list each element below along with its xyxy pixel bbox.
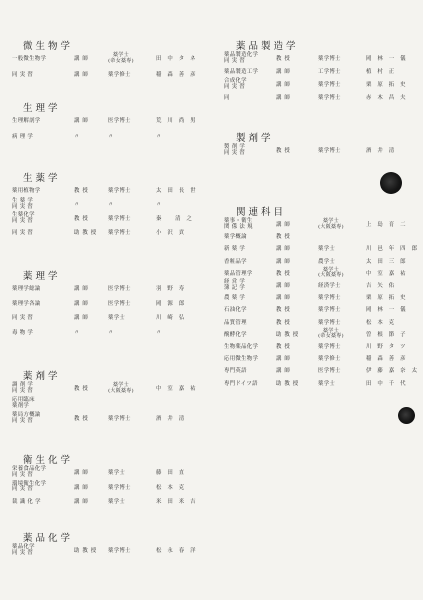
faculty-rank: 教授 [276, 56, 293, 62]
faculty-row [12, 116, 202, 128]
faculty-row [222, 232, 412, 244]
faculty-row [12, 70, 202, 82]
section-heading: 薬理学 [23, 271, 61, 282]
faculty-row [222, 318, 412, 330]
faculty-row [12, 480, 202, 495]
course-name: 品質管理 [224, 319, 247, 326]
course-name: 薬品化学 同 実 習 [12, 544, 35, 556]
academic-degree: 薬学博士 [318, 56, 341, 62]
binding-hole-upper [380, 172, 402, 194]
faculty-row [222, 93, 412, 105]
academic-degree: 薬学士 [108, 315, 126, 321]
course-name: 同 実 習 [12, 230, 34, 236]
course-name: 薬品管理学 [224, 270, 253, 277]
binding-hole-lower [398, 407, 415, 424]
faculty-name: 荒川尚男 [156, 118, 202, 124]
academic-degree: 経済学士 [318, 283, 341, 289]
faculty-name: 中室嘉祐 [366, 270, 412, 277]
academic-degree: 薬学修士 [108, 71, 131, 78]
faculty-name: 酒井清 [366, 148, 401, 154]
faculty-row [12, 414, 202, 426]
section-heading: 衛生化学 [23, 455, 74, 466]
faculty-row [12, 468, 202, 480]
faculty-name: 伊藤嘉奈太 [366, 368, 423, 375]
academic-degree: 薬学士 [318, 380, 336, 387]
faculty-name: 藤田直 [156, 470, 191, 476]
faculty-rank: 助教授 [276, 331, 302, 338]
faculty-rank: 講師 [276, 95, 293, 101]
faculty-row [222, 266, 412, 281]
academic-degree: 薬学士 [318, 246, 336, 253]
academic-degree: 〃 [108, 133, 114, 140]
faculty-name: 羽野寿 [156, 286, 191, 292]
academic-degree: 薬学博士 [318, 295, 341, 302]
faculty-rank: 講師 [74, 484, 91, 491]
academic-degree: 〃 [108, 329, 114, 336]
course-name: 栄養食品化学 同 実 習 [12, 466, 47, 478]
faculty-name: 秦 清之 [156, 216, 198, 222]
faculty-row [12, 54, 202, 66]
faculty-row [222, 366, 423, 378]
course-name: 新 薬 学 [224, 246, 246, 253]
faculty-rank: 〃 [74, 133, 83, 140]
academic-degree: 薬学博士 [318, 319, 341, 326]
section-heading: 生理学 [23, 103, 61, 114]
course-name: 薬理学各論 [12, 300, 41, 307]
course-name: 醗酵化学 [224, 331, 247, 338]
course-name: 裁 識 化 学 [12, 499, 41, 505]
section-heading: 関連科目 [236, 207, 287, 218]
academic-degree: 薬学博士 [108, 216, 131, 222]
faculty-rank: 講師 [276, 222, 293, 228]
academic-degree: 医学博士 [108, 300, 131, 307]
faculty-row [12, 214, 202, 226]
faculty-row [12, 384, 202, 396]
course-name: 毒 物 学 [12, 329, 34, 336]
faculty-row [222, 379, 412, 391]
academic-degree: 薬学博士 [108, 548, 131, 554]
academic-degree: 薬学博士 [318, 307, 341, 314]
faculty-rank: 講師 [276, 295, 293, 302]
faculty-row [12, 299, 202, 311]
faculty-name: 吉矢佑 [366, 283, 401, 289]
faculty-row [12, 399, 202, 411]
academic-degree: 農学士 [318, 258, 336, 265]
course-name: 生理解剖学 [12, 118, 41, 124]
course-name: 生物薬品化学 [224, 344, 259, 350]
faculty-rank: 教授 [74, 386, 91, 392]
faculty-rank: 講師 [276, 283, 293, 289]
faculty-rank: 講師 [276, 356, 293, 363]
faculty-rank: 助教授 [74, 548, 100, 554]
faculty-name: 松永春洋 [156, 548, 202, 554]
section-heading: 薬剤学 [23, 371, 61, 382]
course-name: 応用微生物学 [224, 356, 259, 363]
faculty-name: 田中タネ [156, 56, 202, 62]
academic-degree: 薬学博士 [108, 416, 131, 422]
faculty-rank: 助教授 [276, 380, 302, 387]
course-name: 同 [224, 95, 230, 101]
faculty-rank: 教授 [74, 216, 91, 222]
course-name: 専門ドイツ語 [224, 380, 258, 387]
faculty-row [222, 54, 412, 66]
section-heading: 生薬学 [23, 173, 61, 184]
faculty-name: 松本克 [156, 484, 191, 491]
faculty-row [12, 328, 202, 340]
course-name: 薬品製造工学 [224, 69, 259, 75]
faculty-row [12, 546, 202, 558]
academic-degree: 薬学士 (帝女薬専) [108, 52, 134, 64]
academic-degree: 薬学博士 [108, 188, 131, 194]
course-name: 合成化学 同 実 習 [224, 78, 247, 90]
faculty-name: 岡林一儀 [366, 307, 412, 314]
faculty-name: 酒井清 [156, 416, 191, 422]
course-name: 薬局方概論 同 実 習 [12, 412, 41, 424]
faculty-rank: 教授 [276, 307, 293, 314]
faculty-row [222, 257, 412, 269]
faculty-rank: 教授 [74, 188, 91, 194]
academic-degree: 薬学博士 [318, 344, 341, 350]
faculty-row [222, 305, 412, 317]
faculty-row [222, 220, 412, 232]
faculty-name: 米田米吉 [156, 499, 202, 505]
faculty-row [12, 284, 202, 296]
faculty-row [12, 497, 202, 509]
faculty-row [12, 132, 202, 144]
academic-degree: 薬学士 (帝女薬専) [318, 327, 344, 340]
faculty-rank: 講師 [74, 300, 91, 307]
academic-degree: 薬学士 (大阪薬専) [318, 218, 344, 230]
faculty-name: 植村正 [366, 69, 401, 75]
course-name: 環境衛生化学 同 実 習 [12, 480, 47, 493]
faculty-rank: 講師 [276, 69, 293, 75]
faculty-name: 稲森善彦 [366, 356, 412, 363]
section-heading: 薬品製造学 [236, 41, 299, 52]
faculty-rank: 教授 [276, 270, 293, 277]
faculty-name: 稲森善彦 [156, 71, 202, 78]
faculty-name: 川野タツ [366, 344, 412, 350]
course-name: 製 剤 学 同 実 習 [224, 144, 246, 156]
academic-degree: 医学博士 [108, 118, 131, 124]
faculty-rank: 講師 [276, 82, 293, 88]
faculty-row [222, 146, 412, 158]
course-name: 薬学概論 [224, 234, 247, 241]
faculty-name: 岡林一儀 [366, 56, 412, 62]
course-name: 石油化学 [224, 307, 247, 314]
faculty-name: 〃 [156, 202, 168, 208]
course-name: 専門英語 [224, 368, 247, 375]
faculty-rank: 講師 [74, 315, 91, 321]
faculty-name: 赤木昌夫 [366, 95, 412, 101]
faculty-rank: 講師 [74, 56, 91, 62]
course-name: 薬用植物学 [12, 188, 41, 194]
academic-degree: 薬学士 (大阪薬専) [108, 382, 134, 394]
faculty-row [222, 281, 412, 293]
academic-degree: 医学博士 [318, 368, 341, 375]
academic-degree: 薬学士 (大阪薬専) [318, 266, 344, 279]
faculty-rank: 教授 [276, 234, 293, 241]
faculty-rank: 講師 [74, 499, 91, 505]
faculty-rank: 講師 [276, 258, 293, 265]
section-heading: 製剤学 [236, 133, 274, 144]
faculty-rank: 教授 [74, 416, 91, 422]
section-heading: 薬品化学 [23, 533, 74, 544]
faculty-row [12, 186, 202, 198]
course-name: 同 実 習 [12, 315, 34, 321]
faculty-name: 太田長世 [156, 188, 202, 194]
faculty-rank: 講師 [74, 118, 91, 124]
faculty-row [222, 80, 412, 92]
faculty-rank: 講師 [74, 286, 91, 292]
course-name: 調 剤 学 同 実 習 [12, 382, 34, 394]
academic-degree: 薬学博士 [108, 484, 131, 491]
faculty-row [222, 342, 412, 354]
course-name: 農 薬 学 [224, 295, 246, 302]
course-name: 生 薬 学 同 実 習 [12, 198, 34, 210]
course-name: 薬事・衛生 関 係 法 規 [224, 218, 253, 230]
faculty-name: 川崎弘 [156, 315, 191, 321]
academic-degree: 薬学博士 [318, 95, 341, 101]
course-name: 応用臨床 薬剤学 [12, 397, 35, 409]
section-heading: 微生物学 [23, 41, 74, 52]
faculty-name: 栗原拓史 [366, 295, 412, 302]
academic-degree: 薬学博士 [318, 148, 341, 154]
academic-degree: 薬学博士 [318, 82, 341, 88]
faculty-name: 田中千代 [366, 380, 412, 387]
course-name: 薬品製造化学 同 実 習 [224, 52, 259, 64]
faculty-name: 〃 [156, 133, 168, 140]
course-name: 薬理学総論 [12, 286, 41, 292]
course-name: 病 理 学 [12, 133, 34, 140]
faculty-rank: 教授 [276, 148, 293, 154]
course-name: 香粧品学 [224, 258, 247, 265]
faculty-rank: 講師 [74, 71, 91, 78]
faculty-rank: 講師 [276, 246, 293, 253]
faculty-name: 川邑年四郎 [366, 246, 423, 253]
faculty-rank: 〃 [74, 329, 83, 336]
faculty-row [222, 354, 412, 366]
faculty-name: 中室嘉祐 [156, 386, 202, 392]
academic-degree: 薬学修士 [318, 356, 341, 363]
faculty-rank: 教授 [276, 319, 293, 326]
academic-degree: 医学博士 [108, 286, 131, 292]
faculty-row [12, 200, 202, 212]
academic-degree: 薬学士 [108, 499, 126, 505]
course-name: 一般微生物学 [12, 56, 47, 62]
faculty-rank: 講師 [276, 368, 293, 375]
faculty-row [12, 228, 202, 240]
faculty-name: 小沢貢 [156, 230, 191, 236]
faculty-rank: 助教授 [74, 230, 100, 236]
faculty-name: 太田三郎 [366, 258, 412, 265]
faculty-rank: 〃 [74, 202, 83, 208]
faculty-name: 栗原拓史 [366, 82, 412, 88]
faculty-row [222, 244, 423, 256]
faculty-name: 松本克 [366, 319, 401, 326]
faculty-name: 岡源郎 [156, 300, 191, 307]
academic-degree: 薬学博士 [108, 230, 131, 236]
academic-degree: 薬学士 [108, 470, 126, 476]
academic-degree: 〃 [108, 202, 114, 208]
course-name: 同 実 習 [12, 71, 34, 78]
academic-degree: 工学博士 [318, 69, 341, 75]
faculty-row [222, 67, 412, 79]
course-name: 経 営 学 簿 記 学 [224, 279, 246, 291]
faculty-row [12, 313, 202, 325]
faculty-row [222, 293, 412, 305]
faculty-rank: 教授 [276, 344, 293, 350]
faculty-name: 〃 [156, 329, 168, 336]
faculty-name: 上島育二 [366, 222, 412, 228]
course-name: 生薬化学 同 実 習 [12, 212, 35, 224]
faculty-name: 曽根節子 [366, 331, 412, 338]
faculty-rank: 講師 [74, 470, 91, 476]
faculty-row [222, 327, 412, 342]
